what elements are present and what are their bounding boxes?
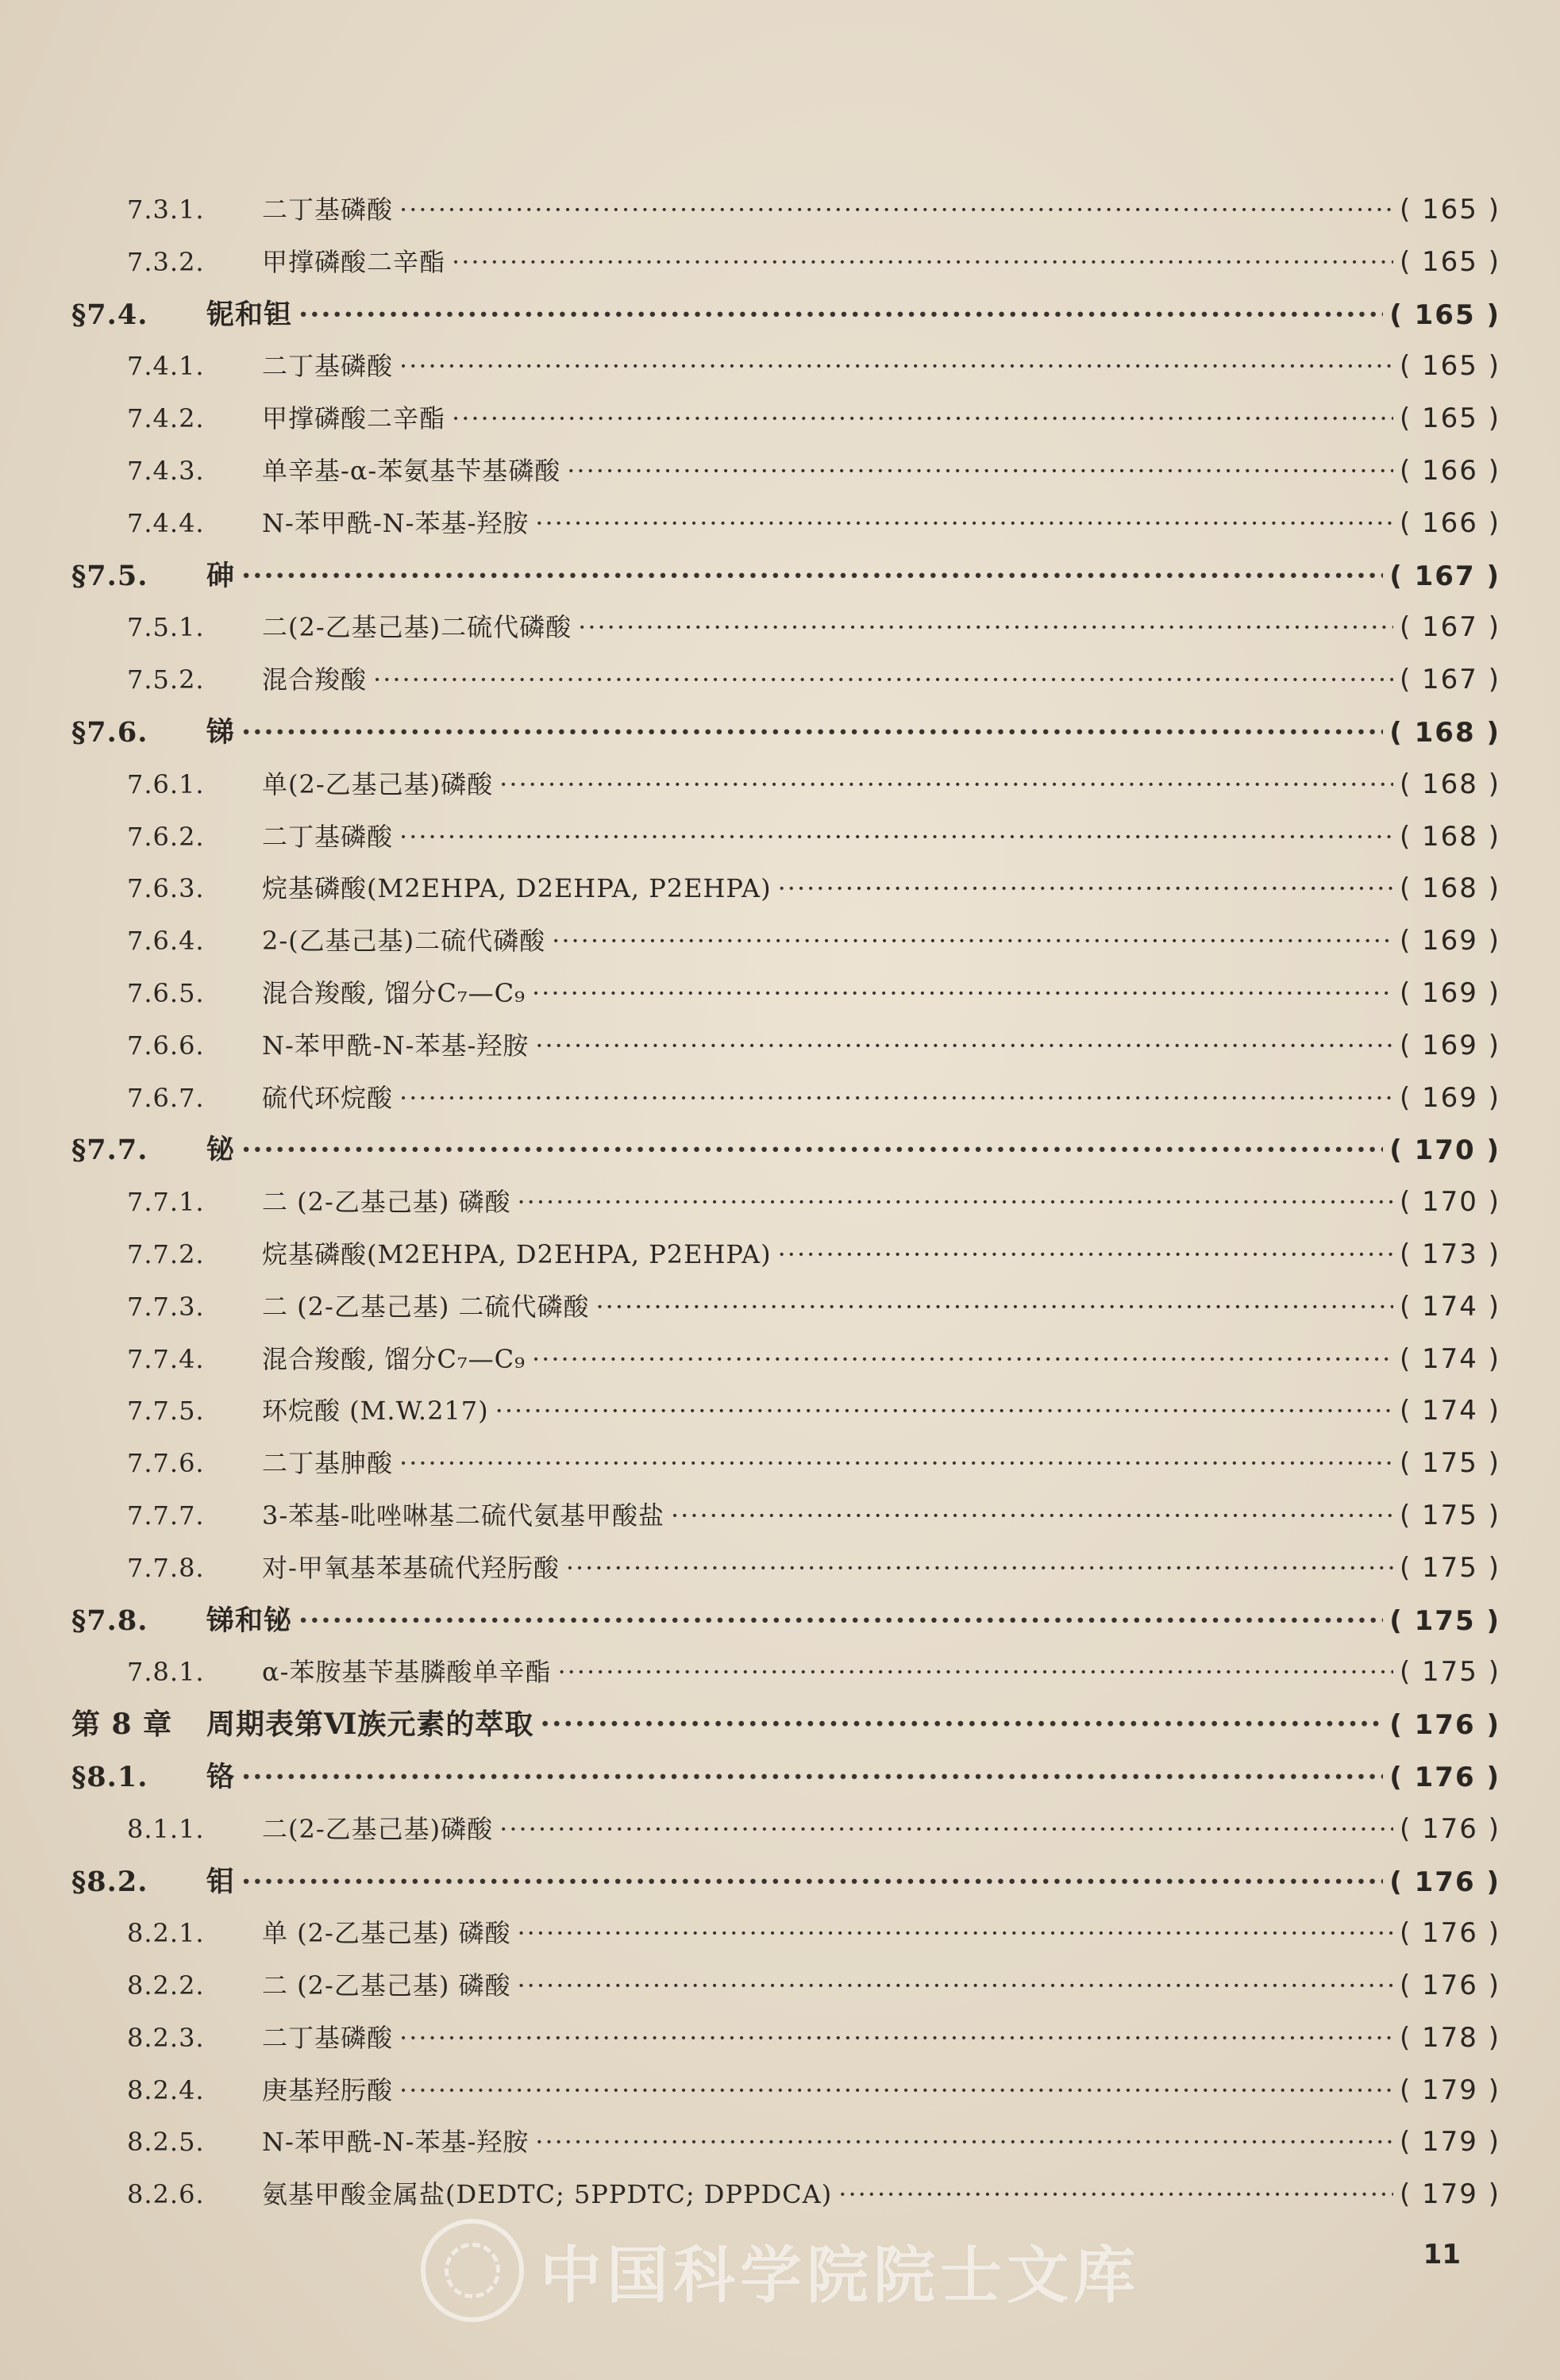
entry-number: §7.4. (71, 298, 148, 331)
entry-page: ( 168 ) (1399, 872, 1500, 905)
toc-entry (71, 1229, 1500, 1281)
toc-entry (71, 2065, 1500, 2117)
entry-page: ( 169 ) (1399, 925, 1500, 957)
entry-title: 单辛基-α-苯氨基苄基磷酸 (262, 455, 561, 486)
toc-chapter (71, 1699, 1500, 1751)
table-of-contents (71, 184, 1500, 2221)
entry-title: 锑和铋 (206, 1604, 293, 1637)
entry-number: 7.7.1. (127, 1187, 205, 1218)
dot-leader (241, 1124, 1383, 1177)
entry-number: 7.7.8. (127, 1552, 205, 1583)
toc-section (71, 1124, 1500, 1177)
entry-number: 7.5.2. (127, 664, 205, 695)
toc-entry (71, 1804, 1500, 1856)
entry-page: ( 176 ) (1399, 1970, 1500, 2002)
entry-title: 铌和钽 (206, 298, 293, 331)
dot-leader (532, 1334, 1393, 1386)
entry-title: 铬 (206, 1760, 236, 1793)
entry-title: 周期表第Ⅵ族元素的萃取 (206, 1708, 534, 1742)
entry-number: 7.7.6. (127, 1448, 205, 1479)
entry-page: ( 168 ) (1399, 820, 1500, 853)
toc-entry (71, 1438, 1500, 1490)
entry-page: ( 176 ) (1389, 1709, 1500, 1742)
dot-leader (778, 1229, 1393, 1281)
entry-page: ( 175 ) (1399, 1551, 1500, 1584)
entry-title: 氨基甲酸金属盐(DEDTC; 5PPDTC; DPPDCA) (262, 2179, 833, 2210)
toc-section (71, 1856, 1500, 1908)
entry-number: 7.4.1. (127, 351, 205, 382)
toc-entry (71, 1542, 1500, 1595)
entry-page: ( 168 ) (1399, 768, 1500, 800)
dot-leader (495, 1385, 1393, 1438)
toc-entry (71, 1490, 1500, 1542)
dot-leader (399, 341, 1393, 393)
entry-number: §7.5. (71, 559, 148, 592)
entry-title: 混合羧酸, 馏分C₇—C₉ (262, 977, 526, 1008)
toc-entry (71, 2169, 1500, 2221)
toc-section (71, 289, 1500, 341)
toc-section (71, 1595, 1500, 1647)
entry-page: ( 179 ) (1399, 2178, 1500, 2211)
toc-entry (71, 237, 1500, 289)
dot-leader (452, 237, 1393, 289)
entry-title: α-苯胺基苄基膦酸单辛酯 (262, 1657, 552, 1688)
entry-number: 7.6.3. (127, 873, 205, 904)
entry-number: 7.3.2. (127, 246, 205, 277)
entry-number: 8.1.1. (127, 1813, 205, 1844)
entry-title: 钼 (206, 1865, 236, 1898)
dot-leader (532, 968, 1393, 1020)
entry-title: 烷基磷酸(M2EHPA, D2EHPA, P2EHPA) (262, 873, 772, 904)
toc-entry (71, 498, 1500, 550)
entry-page: ( 175 ) (1399, 1499, 1500, 1531)
toc-section (71, 707, 1500, 759)
entry-page: ( 167 ) (1389, 560, 1500, 592)
toc-entry (71, 654, 1500, 707)
entry-page: ( 176 ) (1389, 1866, 1500, 1898)
entry-page: ( 165 ) (1399, 350, 1500, 383)
entry-title: 2-(乙基己基)二硫代磷酸 (262, 926, 546, 957)
dot-leader (535, 2116, 1393, 2169)
dot-leader (452, 393, 1393, 445)
entry-title: 庚基羟肟酸 (262, 2074, 394, 2105)
entry-title: 环烷酸 (M.W.217) (262, 1396, 489, 1427)
entry-page: ( 175 ) (1389, 1604, 1500, 1637)
entry-title: 烷基磷酸(M2EHPA, D2EHPA, P2EHPA) (262, 1238, 772, 1269)
dot-leader (838, 2169, 1393, 2221)
entry-title: 二丁基磷酸 (262, 351, 394, 382)
entry-page: ( 175 ) (1399, 1447, 1500, 1480)
dot-leader (518, 1908, 1393, 1960)
entry-page: ( 170 ) (1389, 1134, 1500, 1167)
entry-title: 混合羧酸 (262, 664, 368, 695)
dot-leader (566, 1542, 1393, 1595)
toc-entry (71, 184, 1500, 237)
dot-leader (578, 602, 1393, 654)
entry-page: ( 165 ) (1389, 298, 1500, 331)
entry-title: 二丁基胂酸 (262, 1448, 394, 1479)
entry-number: 7.4.4. (127, 507, 205, 538)
entry-title: N-苯甲酰-N-苯基-羟胺 (262, 1030, 530, 1061)
entry-title: 二丁基磷酸 (262, 821, 394, 852)
toc-entry (71, 2012, 1500, 2065)
dot-leader (241, 550, 1383, 603)
entry-number: 7.4.3. (127, 455, 205, 486)
entry-title: N-苯甲酰-N-苯基-羟胺 (262, 507, 530, 538)
toc-entry (71, 811, 1500, 864)
dot-leader (399, 184, 1393, 237)
entry-number: 7.6.5. (127, 977, 205, 1008)
toc-entry (71, 602, 1500, 654)
toc-entry (71, 968, 1500, 1020)
entry-title: 甲撑磷酸二辛酯 (262, 246, 446, 277)
dot-leader (399, 1073, 1393, 1125)
toc-entry (71, 2116, 1500, 2169)
toc-entry (71, 1385, 1500, 1438)
entry-page: ( 165 ) (1399, 402, 1500, 435)
library-watermark (421, 2223, 1151, 2318)
entry-number: 7.7.7. (127, 1500, 205, 1531)
page-number: 11 (1423, 2239, 1461, 2270)
entry-page: ( 179 ) (1399, 2074, 1500, 2106)
dot-leader (399, 2012, 1393, 2065)
dot-leader (552, 915, 1393, 968)
academy-seal-icon (421, 2219, 524, 2322)
entry-page: ( 166 ) (1399, 454, 1500, 487)
entry-page: ( 170 ) (1399, 1186, 1500, 1219)
entry-number: 7.6.4. (127, 926, 205, 957)
entry-title: 锑 (206, 715, 236, 749)
entry-number: 8.2.2. (127, 1970, 205, 2001)
entry-title: 甲撑磷酸二辛酯 (262, 403, 446, 434)
entry-number: §7.8. (71, 1604, 148, 1637)
entry-number: 8.2.4. (127, 2074, 205, 2105)
dot-leader (241, 1751, 1383, 1804)
entry-page: ( 176 ) (1399, 1812, 1500, 1845)
entry-page: ( 165 ) (1399, 245, 1500, 278)
entry-page: ( 173 ) (1399, 1238, 1500, 1270)
entry-number: 7.6.6. (127, 1030, 205, 1061)
toc-entry (71, 1960, 1500, 2012)
entry-title: 砷 (206, 559, 236, 592)
toc-section (71, 1751, 1500, 1804)
dot-leader (241, 707, 1383, 759)
entry-page: ( 178 ) (1399, 2021, 1500, 2054)
toc-entry (71, 863, 1500, 915)
dot-leader (567, 445, 1393, 498)
entry-number: 7.7.5. (127, 1396, 205, 1427)
toc-entry (71, 1177, 1500, 1229)
entry-number: 7.7.2. (127, 1238, 205, 1269)
toc-entry (71, 1073, 1500, 1125)
entry-title: N-苯甲酰-N-苯基-羟胺 (262, 2127, 530, 2158)
entry-number: 7.3.1. (127, 194, 205, 225)
entry-page: ( 168 ) (1389, 716, 1500, 749)
entry-title: 二 (2-乙基己基) 磷酸 (262, 1970, 511, 2001)
entry-number: 7.8.1. (127, 1657, 205, 1688)
entry-title: 单 (2-乙基己基) 磷酸 (262, 1918, 511, 1949)
dot-leader (671, 1490, 1393, 1542)
dot-leader (535, 1020, 1393, 1073)
dot-leader (373, 654, 1393, 707)
dot-leader (299, 1595, 1383, 1647)
entry-title: 硫代环烷酸 (262, 1082, 394, 1113)
toc-entry (71, 445, 1500, 498)
dot-leader (241, 1856, 1383, 1908)
toc-section (71, 550, 1500, 603)
toc-entry (71, 393, 1500, 445)
entry-page: ( 167 ) (1399, 664, 1500, 696)
dot-leader (535, 498, 1393, 550)
toc-entry (71, 1646, 1500, 1699)
entry-number: 8.2.6. (127, 2179, 205, 2210)
entry-title: 铋 (206, 1134, 236, 1167)
dot-leader (518, 1960, 1393, 2012)
entry-title: 3-苯基-吡唑啉基二硫代氨基甲酸盐 (262, 1500, 664, 1531)
entry-number: 7.6.2. (127, 821, 205, 852)
entry-number: §8.1. (71, 1760, 148, 1793)
entry-page: ( 176 ) (1399, 1917, 1500, 1950)
toc-entry (71, 1020, 1500, 1073)
entry-title: 混合羧酸, 馏分C₇—C₉ (262, 1343, 526, 1374)
toc-entry (71, 1908, 1500, 1960)
dot-leader (499, 759, 1393, 811)
entry-number: 7.7.3. (127, 1291, 205, 1322)
entry-title: 二丁基磷酸 (262, 194, 394, 225)
entry-number: 7.6.7. (127, 1082, 205, 1113)
entry-number: 7.7.4. (127, 1343, 205, 1374)
dot-leader (557, 1646, 1393, 1699)
entry-page: ( 169 ) (1399, 1029, 1500, 1061)
dot-leader (399, 811, 1393, 864)
entry-page: ( 167 ) (1399, 611, 1500, 644)
entry-page: ( 176 ) (1389, 1761, 1500, 1793)
entry-page: ( 174 ) (1399, 1290, 1500, 1323)
entry-page: ( 165 ) (1399, 194, 1500, 225)
entry-number: §8.2. (71, 1865, 148, 1898)
entry-number: 7.4.2. (127, 403, 205, 434)
dot-leader (778, 863, 1393, 915)
entry-page: ( 175 ) (1399, 1656, 1500, 1689)
dot-leader (499, 1804, 1393, 1856)
dot-leader (399, 1438, 1393, 1490)
entry-number: §7.6. (71, 715, 148, 749)
toc-entry (71, 1281, 1500, 1334)
entry-title: 二 (2-乙基己基) 磷酸 (262, 1187, 511, 1218)
entry-number: 8.2.1. (127, 1918, 205, 1949)
entry-page: ( 179 ) (1399, 2126, 1500, 2159)
entry-page: ( 169 ) (1399, 976, 1500, 1009)
entry-title: 二(2-乙基己基)磷酸 (262, 1813, 494, 1844)
entry-number: 7.5.1. (127, 612, 205, 643)
toc-entry (71, 759, 1500, 811)
entry-page: ( 174 ) (1399, 1395, 1500, 1427)
dot-leader (399, 2065, 1393, 2117)
dot-leader (299, 289, 1383, 341)
entry-number: 8.2.3. (127, 2022, 205, 2053)
dot-leader (518, 1177, 1393, 1229)
toc-entry (71, 915, 1500, 968)
watermark-text: 中国科学院院士文库 (540, 2239, 1141, 2312)
entry-page: ( 174 ) (1399, 1342, 1500, 1375)
entry-number: §7.7. (71, 1134, 148, 1167)
entry-title: 二(2-乙基己基)二硫代磷酸 (262, 612, 572, 643)
toc-entry (71, 1334, 1500, 1386)
entry-title: 二 (2-乙基己基) 二硫代磷酸 (262, 1291, 590, 1322)
entry-title: 单(2-乙基己基)磷酸 (262, 768, 494, 799)
entry-page: ( 169 ) (1399, 1081, 1500, 1114)
entry-number: 7.6.1. (127, 768, 205, 799)
entry-title: 对-甲氧基苯基硫代羟肟酸 (262, 1552, 560, 1583)
entry-title: 二丁基磷酸 (262, 2022, 394, 2053)
dot-leader (540, 1699, 1383, 1751)
entry-number: 第 8 章 (71, 1708, 173, 1742)
dot-leader (596, 1281, 1393, 1334)
entry-number: 8.2.5. (127, 2127, 205, 2158)
entry-page: ( 166 ) (1399, 506, 1500, 539)
toc-entry (71, 341, 1500, 393)
